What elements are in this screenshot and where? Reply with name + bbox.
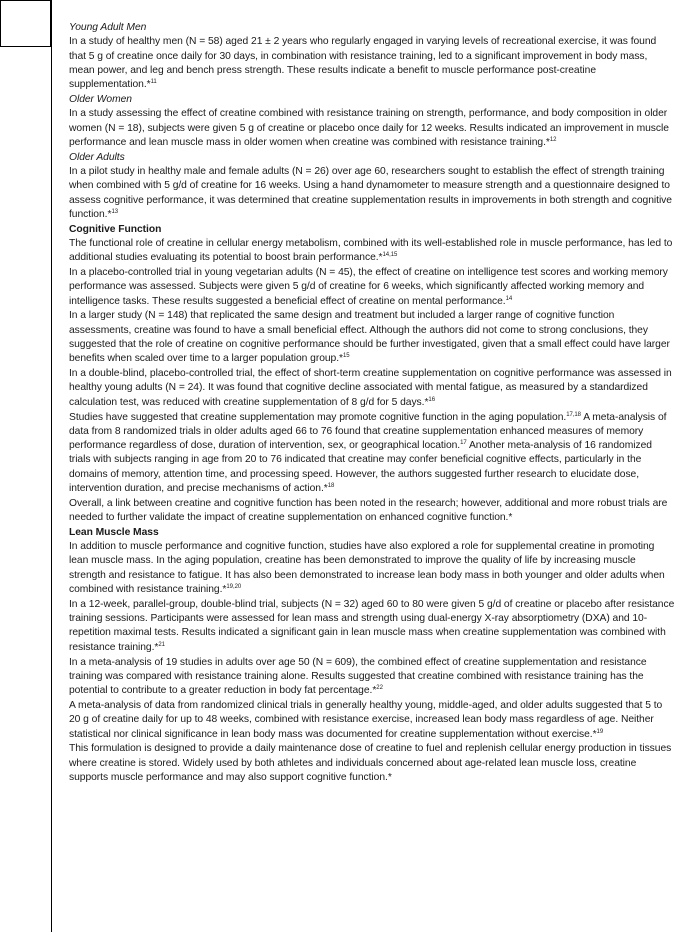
citation-ref: 13 [111,208,119,215]
citation-ref: 16 [428,396,435,403]
paragraph [69,598,675,655]
paragraph-text: In a study assessing the effect of creatine combined with resistance training on strength, performance, and body composition in older women (N = 18), subjects were given 5 g of creatine or placebo once daily for 12 weeks. Results indicated an improvement in muscle performance and lean muscle mass in older women when creatine was combined with resistance training.* [69,108,669,148]
section-heading-cognitive-function [69,223,675,237]
section-heading-lean-muscle-mass [69,526,675,540]
citation-ref: 11 [150,79,157,86]
paragraph-text: In a study of healthy men (N = 58) aged 21 ± 2 years who regularly engaged in varying levels of recreational exercise, it was found that 5 g of creatine once daily for 30 days, in combination with resistance training, led to a significant improvement in body mass, mean power, and leg and bench press strength. These results indicate a benefit to muscle performance post-creatine supplementation.* [69,36,657,91]
paragraph [69,309,675,366]
citation-ref: 17,18 [566,411,581,418]
paragraph-text: A meta-analysis of data from 8 randomized trials in older adults aged 66 to 76 found that creatine supplementation enhanced measures of memory performance regardless of dose, duration of intervention, sex, or geographical location. [69,411,667,452]
paragraph-text: In a placebo-controlled trial in young vegetarian adults (N = 45), the effect of creatine on intelligence test scores and working memory performance was assessed. Subjects were given 5 g/d of creatine for 6 weeks, which significantly affected working memory and intelligence tasks. These results suggested a beneficial effect of creatine on mental performance. [69,267,668,307]
citation-ref: 22 [376,685,383,692]
paragraph-text: Lean Muscle Mass [69,526,159,538]
paragraph-text: Overall, a link between creatine and cognitive function has been noted in the research; however, additional and more robust trials are needed to further validate the impact of creatine supplementation on enhanced cognitive function.* [69,497,668,524]
paragraph-text: This formulation is designed to provide a daily maintenance dose of creatine to fuel and replenish cellular energy production in tissues where creatine is stored. Widely used by both athletes and individuals concerned about age-related lean muscle loss, creatine supports muscle performance and may also support cognitive function.* [69,743,672,783]
citation-ref: 14 [505,295,513,302]
paragraph [69,107,675,150]
paragraph [69,497,675,526]
citation-ref: 17 [460,440,467,447]
paragraph-text: In a larger study (N = 148) that replicated the same design and treatment but included a larger range of cognitive function assessments, creatine was found to have a small beneficial effect. Although the authors did not come to strong conclusions, they suggested that the role of creatine on cognitive performance should be further investigated, given that a small effect could have larger benefits when scaled over time to a larger population group.* [69,310,670,365]
paragraph [69,237,675,266]
paragraph [69,165,675,222]
citation-ref: 19,20 [226,584,242,591]
paragraph [69,266,675,309]
paragraph-text: In a double-blind, placebo-controlled trial, the effect of short-term creatine supplementation on cognitive performance was assessed in healthy young adults (N = 24). It was found that cognitive decline associated with mental fatigue, as measured by a standardized calculation test, was reduced with creatine supplementation of 8 g/d for 5 days.* [69,368,672,408]
paragraph-text: The functional role of creatine in cellular energy metabolism, combined with its well-established role in muscle performance, has led to additional studies evaluating its potential to boost brain performance.* [69,237,673,264]
paragraph [69,35,675,92]
paragraph-text: Older Adults [69,151,125,163]
paragraph [69,411,675,497]
document-body [69,21,675,786]
paragraph-text: Studies have suggested that creatine supplementation may promote cognitive function in the aging population. [69,411,567,423]
paragraph-text: Older Women [69,93,132,105]
paragraph-text: In a meta-analysis of 19 studies in adults over age 50 (N = 609), the combined effect of creatine supplementation and resistance training was compared with resistance training alone. Results suggested that creatine combined with resistance training has the potential to contribute to a greater reduction in body fat percentage.* [69,656,647,697]
citation-ref: 19 [596,728,604,735]
paragraph [69,367,675,410]
paragraph [69,699,675,742]
citation-ref: 21 [158,641,165,648]
paragraph-text: A meta-analysis of data from randomized clinical trials in generally healthy young, middle-aged, and older adults suggested that 5 to 20 g of creatine daily for up to 48 weeks, combined with resistance exercise, increased lean body mass regardless of age. Neither statistical nor clinical significance in lean body mass was documented for creatine supplementation without exercise.* [69,699,663,740]
paragraph-text: In a pilot study in healthy male and female adults (N = 26) over age 60, researchers sought to establish the effect of strength training when combined with 5 g/d of creatine for 16 weeks. Using a hand dynamometer to measure strength and a questionnaire designed to assess cognitive performance, it was determined that creatine supplementation results in improvements in both strength and cognitive function.* [69,165,672,220]
paragraph [69,656,675,699]
citation-ref: 14,15 [382,252,398,259]
paragraph [69,540,675,597]
paragraph-text: Another meta-analysis of 16 randomized trials with subjects ranging in age from 20 to 76 indicated that creatine may confer beneficial cognitive effects, particularly in the domains of memory, attention time, and processing speed. However, the authors suggested further research to elucidate dose, intervention duration, and precise mechanisms of action.* [69,440,652,494]
corner-box [0,0,51,47]
subsection-heading-young-adult-men [69,21,675,35]
paragraph-text: Cognitive Function [69,223,162,235]
citation-ref: 12 [549,136,557,143]
citation-ref: 15 [343,353,350,360]
paragraph-text: In addition to muscle performance and cognitive function, studies have also explored a role for supplemental creatine in promoting lean muscle mass. In the aging population, creatine has been demonstrated to improve the quality of life by increasing muscle strength and resistance to fatigue. It has also been demonstrated to increase lean body mass in both younger and older adults when combined with resistance training.* [69,541,665,596]
paragraph [69,742,675,785]
subsection-heading-older-adults [69,151,675,165]
paragraph-text: In a 12-week, parallel-group, double-blind trial, subjects (N = 32) aged 60 to 80 were given 5 g/d of creatine or placebo after resistance training sessions. Participants were assessed for lean mass and strength using dual-energy X-ray absorptiometry (DXA) and 10-repetition maximal tests. Results indicated a significant gain in lean muscle mass when creatine supplementation was combined with resistance training.* [69,598,675,653]
subsection-heading-older-women [69,93,675,107]
citation-ref: 18 [327,483,335,489]
margin-rule [51,0,52,932]
paragraph-text: Young Adult Men [69,22,147,33]
